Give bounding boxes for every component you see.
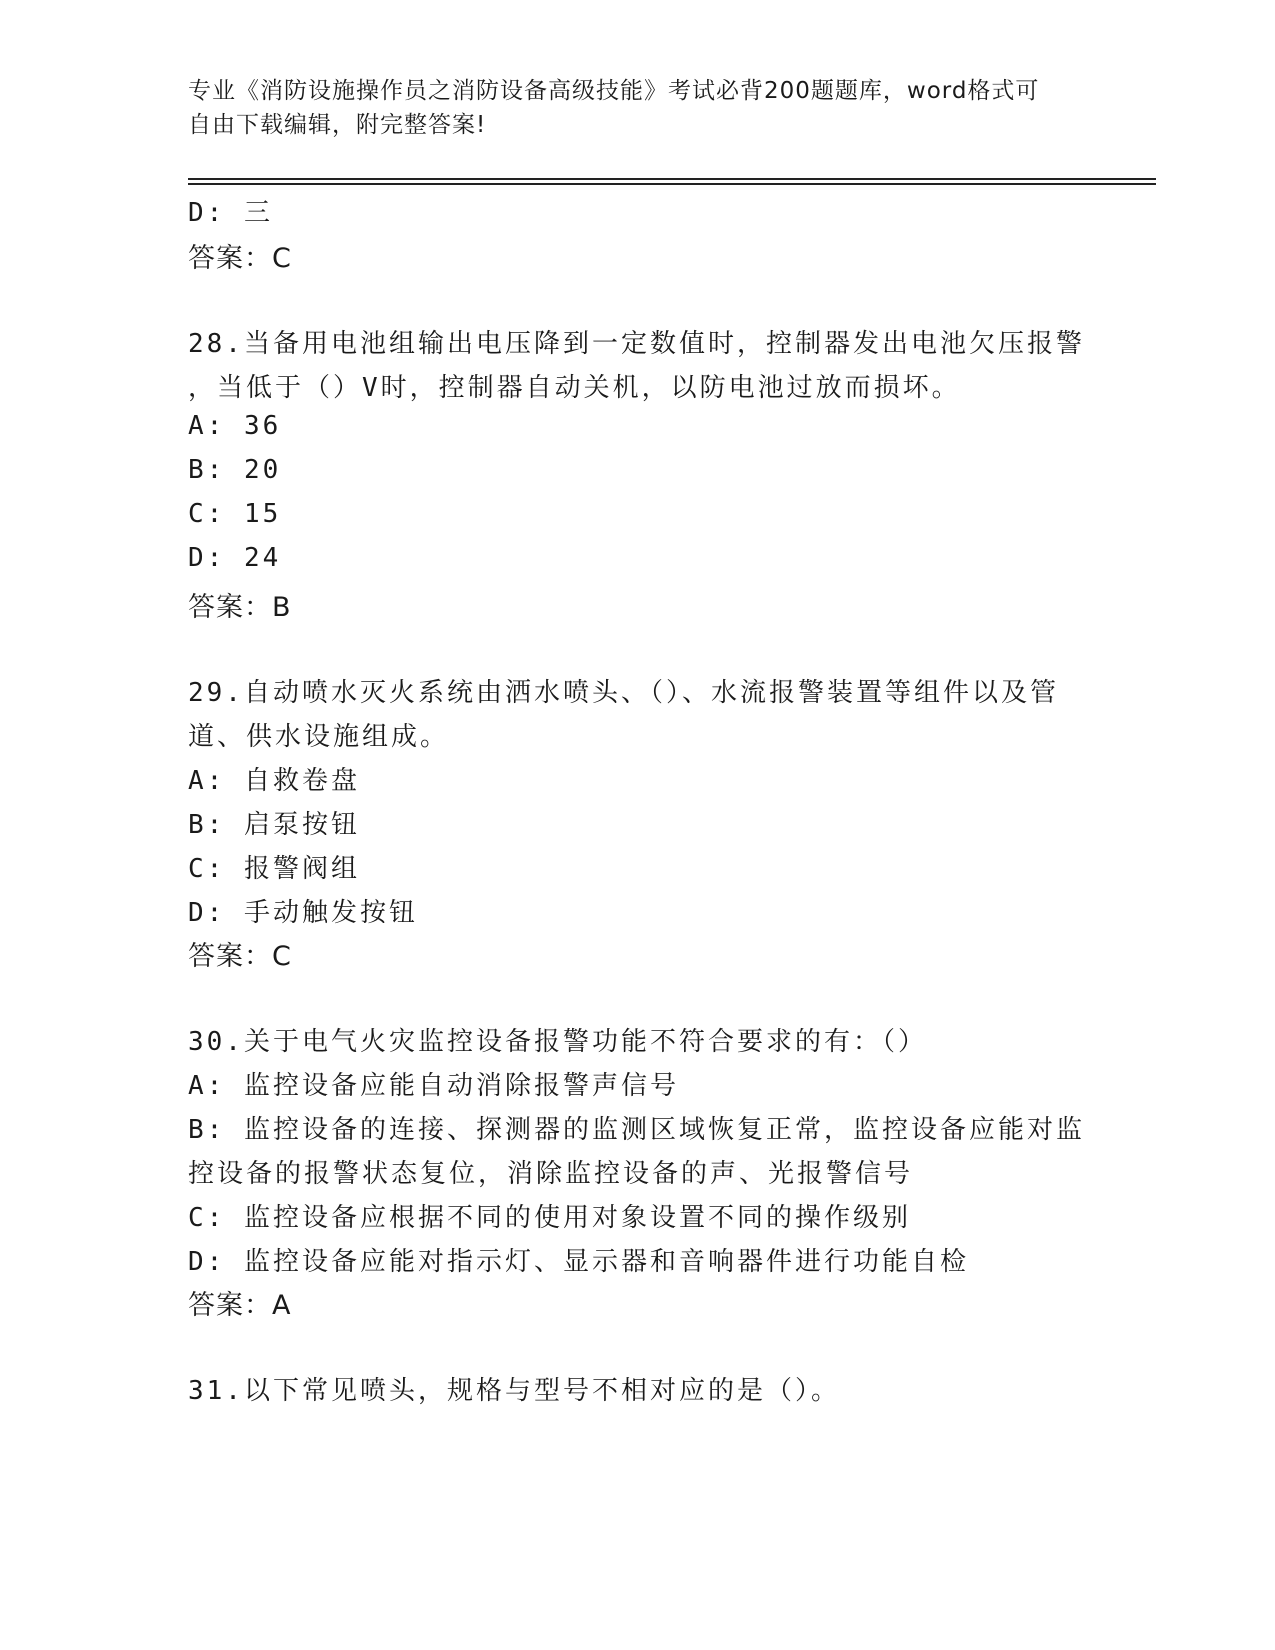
question-30-answer: 答案：A — [188, 1290, 292, 1321]
prev-option-d: D: 三 — [188, 198, 273, 228]
question-30-option-b-line-2: 控设备的报警状态复位，消除监控设备的声、光报警信号 — [188, 1159, 914, 1189]
question-30-option-a: A: 监控设备应能自动消除报警声信号 — [188, 1071, 679, 1101]
question-28-option-a: A: 36 — [188, 411, 282, 441]
question-29-option-a: A: 自救卷盘 — [188, 766, 360, 796]
question-30-line-1: 30.关于电气火灾监控设备报警功能不符合要求的有：（） — [188, 1027, 927, 1057]
header-rule-bottom — [188, 183, 1156, 185]
question-30-option-b-line-1: B: 监控设备的连接、探测器的监测区域恢复正常，监控设备应能对监 — [188, 1115, 1085, 1145]
question-28-answer: 答案：B — [188, 592, 292, 623]
page-header — [188, 74, 1068, 142]
question-29-answer: 答案：C — [188, 941, 292, 972]
question-28-option-b: B: 20 — [188, 455, 282, 485]
question-30-option-c: C: 监控设备应根据不同的使用对象设置不同的操作级别 — [188, 1203, 911, 1233]
question-29-option-b: B: 启泵按钮 — [188, 810, 360, 840]
question-29-option-d: D: 手动触发按钮 — [188, 898, 418, 928]
question-28-option-c: C: 15 — [188, 499, 282, 529]
question-29-line-1: 29.自动喷水灭火系统由洒水喷头、（）、水流报警装置等组件以及管 — [188, 678, 1059, 708]
question-29-line-2: 道、供水设施组成。 — [188, 722, 450, 752]
prev-answer: 答案：C — [188, 243, 292, 274]
header-line-1: 专业《消防设施操作员之消防设备高级技能》考试必背200题题库，word格式可 — [188, 78, 1040, 104]
question-28-line-2: ，当低于（）V时，控制器自动关机，以防电池过放而损坏。 — [188, 373, 961, 403]
question-28-line-1: 28.当备用电池组输出电压降到一定数值时，控制器发出电池欠压报警 — [188, 329, 1085, 359]
question-30-option-d: D: 监控设备应能对指示灯、显示器和音响器件进行功能自检 — [188, 1247, 969, 1277]
question-28-option-d: D: 24 — [188, 543, 282, 573]
header-rule-top — [188, 178, 1156, 180]
header-line-2: 自由下载编辑，附完整答案! — [188, 112, 487, 138]
question-31-line-1: 31.以下常见喷头，规格与型号不相对应的是（）。 — [188, 1376, 840, 1406]
question-29-option-c: C: 报警阀组 — [188, 854, 360, 884]
